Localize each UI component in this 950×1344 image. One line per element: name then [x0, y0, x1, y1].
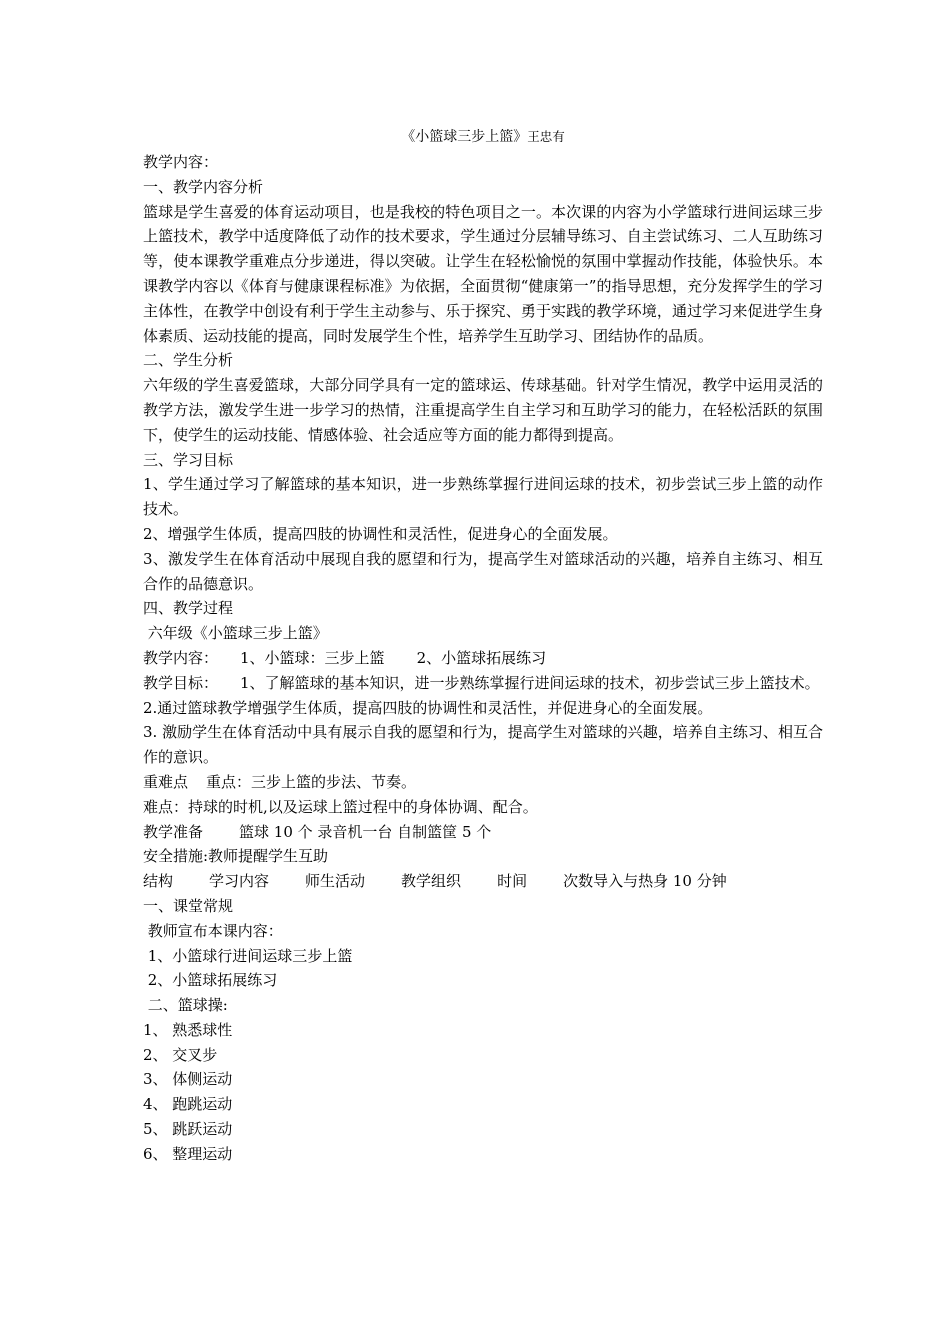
teaching-goal-line — [143, 671, 823, 696]
label: 教学内容： — [143, 648, 219, 667]
label: 重难点 — [143, 772, 189, 791]
text-line: 难点：持球的时机,以及运球上篮过程中的身体协调、配合。 — [143, 797, 538, 816]
list-item: 5、 跳跃运动 — [143, 1120, 233, 1139]
text-line: 安全措施:教师提醒学生互助 — [143, 847, 329, 866]
list-item: 2、小篮球拓展练习 — [143, 971, 278, 990]
document-title: 《小篮球三步上篮》 — [401, 129, 528, 145]
list-item: 2、 交叉步 — [143, 1045, 218, 1064]
column-label: 结构 — [143, 872, 174, 891]
document-body — [143, 126, 823, 1167]
paragraph: 1、学生通过学习了解篮球的基本知识，进一步熟练掌握行进间运球的技术，初步尝试三步上篮的动作技术。 — [143, 475, 823, 519]
teaching-content-line — [143, 646, 823, 671]
value: 1、小篮球：三步上篮 — [240, 648, 385, 667]
value: 2、小篮球拓展练习 — [416, 648, 547, 667]
paragraph: 六年级的学生喜爱篮球，大部分同学具有一定的篮球运、传球基础。针对学生情况，教学中运用灵活的教学方法，激发学生进一步学习的热情，注重提高学生自主学习和互助学习的能力，在轻松活跃的氛围下，使学生的运动技能、情感体验、社会适应等方面的能力都得到提高。 — [143, 376, 823, 444]
paragraph: 2.通过篮球教学增强学生体质，提高四肢的协调性和灵活性，并促进身心的全面发展。 — [143, 698, 713, 717]
list-item: 1、小篮球行进间运球三步上篮 — [143, 946, 353, 965]
list-item: 1、 熟悉球性 — [143, 1020, 233, 1039]
document-title-line — [143, 126, 823, 148]
paragraph: 3. 激励学生在体育活动中具有展示自我的愿望和行为，提高学生对篮球的兴趣，培养自主练习、相互合作的意识。 — [143, 723, 823, 767]
document-author: 王忠有 — [527, 129, 565, 144]
section-heading: 二、学生分析 — [143, 351, 234, 370]
section-heading: 一、教学内容分析 — [143, 177, 264, 196]
paragraph: 2、增强学生体质，提高四肢的协调性和灵活性，促进身心的全面发展。 — [143, 524, 618, 543]
section-heading: 四、教学过程 — [143, 599, 234, 618]
column-label: 次数导入与热身 10 分钟 — [563, 872, 727, 891]
structure-header-line — [143, 869, 823, 894]
preparation-line — [143, 820, 823, 845]
text-line: 教学内容： — [143, 153, 219, 171]
text-line: 六年级《小篮球三步上篮》 — [143, 624, 328, 643]
column-label: 教学组织 — [401, 872, 462, 891]
section-heading: 一、课堂常规 — [143, 896, 234, 915]
value: 重点：三步上篮的步法、节奏。 — [206, 772, 417, 791]
section-heading: 三、学习目标 — [143, 450, 234, 469]
label: 教学准备 — [143, 822, 204, 841]
column-label: 学习内容 — [209, 872, 270, 891]
list-item: 3、 体侧运动 — [143, 1070, 233, 1089]
column-label: 时间 — [497, 872, 528, 891]
list-item: 4、 跑跳运动 — [143, 1095, 233, 1114]
column-label: 师生活动 — [305, 872, 366, 891]
paragraph: 篮球是学生喜爱的体育运动项目，也是我校的特色项目之一。本次课的内容为小学篮球行进间运球三步上篮技术，教学中适度降低了动作的技术要求，学生通过分层辅导练习、自主尝试练习、二人互助练习等，使本课教学重难点分步递进，得以突破。让学生在轻松愉悦的氛围中掌握动作技能，体验快乐。本课教学内容以《体育与健康课程标准》为依据，全面贯彻“健康第一”的指导思想，充分发挥学生的学习主体性，在教学中创设有利于学生主动参与、乐于探究、勇于实践的教学环境，通过学习来促进学生身体素质、运动技能的提高，同时发展学生个性，培养学生互助学习、团结协作的品质。 — [143, 202, 823, 345]
section-heading: 二、篮球操: — [143, 996, 228, 1015]
value: 篮球 10 个 录音机一台 自制篮筐 5 个 — [239, 822, 492, 841]
list-item: 6、 整理运动 — [143, 1144, 233, 1163]
value: 1、了解篮球的基本知识，进一步熟练掌握行进间运球的技术，初步尝试三步上篮技术。 — [240, 673, 820, 692]
text-line: 教师宣布本课内容： — [143, 921, 283, 940]
label: 教学目标： — [143, 673, 219, 692]
paragraph: 3、激发学生在体育活动中展现自我的愿望和行为，提高学生对篮球活动的兴趣，培养自主练习、相互合作的品德意识。 — [143, 549, 823, 593]
key-points-line — [143, 770, 823, 795]
